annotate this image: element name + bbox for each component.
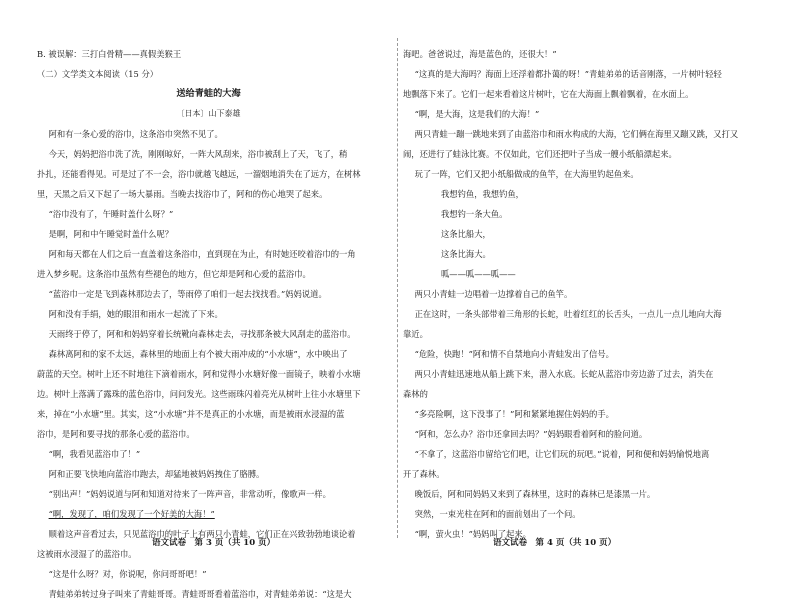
paragraph-line: 闹，还进行了蛙泳比赛。不仅如此，它们还把叶子当成一艘小纸船漂起来。 xyxy=(403,149,677,159)
paragraph-line: 森林的 xyxy=(403,389,428,399)
paragraph-line: 靠近。 xyxy=(403,329,428,339)
paragraph-line: 进入梦乡呢。这条浴巾虽然有些褪色的地方，但它却是阿和心爱的蓝浴巾。 xyxy=(37,269,311,279)
paragraph-line: “啊，发现了，咱们发现了一个好美的大海！” xyxy=(48,509,215,519)
paragraph-line: “浴巾没有了，午睡时盖什么呀？” xyxy=(48,209,174,219)
paragraph-line: 两只小青蛙一边唱着一边撑着自己的鱼竿。 xyxy=(414,289,573,299)
paragraph-line: 阿和没有手绢，她的眼泪和雨水一起流了下来。 xyxy=(48,309,223,319)
paragraph-line: “啊，是大海，这是我们的大海！” xyxy=(414,109,540,119)
story-author: 〔日本〕山下泰雄 xyxy=(176,109,241,118)
paragraph-line: 边。树叶上落满了露珠的蓝色浴巾，问问发光。这些雨珠闪着亮光从树叶上往小水塘里下 xyxy=(37,389,361,399)
paragraph-line: 这被雨水浸湿了的蓝浴巾。 xyxy=(37,549,137,559)
paragraph-line: 玩了一阵，它们又把小纸船做成的鱼竿，在大海里钓起鱼来。 xyxy=(414,169,639,179)
paragraph-line: 阿和有一条心爱的浴巾，这条浴巾突然不见了。 xyxy=(48,129,223,139)
paragraph-line: 扑扎，还能看得见。可是过了不一会，浴巾就越飞越远，一溜烟地消失在了远方，在树林 xyxy=(37,169,361,179)
paragraph-line: “不拿了，这蓝浴巾留给它们吧，让它们玩的玩吧。”说着，阿和便和妈妈愉悦地离 xyxy=(414,449,710,459)
section-heading: （二）文学类文本阅读（15 分） xyxy=(37,69,159,79)
paragraph-line: “这真的是大海吗？海面上还浮着都扑蔼的呀！”青蛙弟弟的话音刚落，一片树叶轻轻 xyxy=(414,69,722,79)
poem-line: 呱——呱——呱—— xyxy=(441,269,516,279)
paragraph-line: “蓝浴巾一定是飞到森林那边去了，等雨停了咱们一起去找找看。”妈妈说道。 xyxy=(48,289,327,299)
paragraph-line: 阿和每天都在人们之后一直盖着这条浴巾，直到现在为止，有时她还咬着浴巾的一角 xyxy=(48,249,356,259)
paragraph-line: 正在这时，一条头部带着三角形的长蛇，吐着红红的长舌头，一点儿一点儿地向大海 xyxy=(414,309,722,319)
paragraph-line: 晚饭后，阿和同妈妈又来到了森林里，这时的森林已是漆黑一片。 xyxy=(414,489,656,499)
story-title: 送给青蛙的大海 xyxy=(176,88,241,99)
left-page-footer: 语文试卷 第 3 页（共 10 页） xyxy=(152,538,276,548)
paragraph-line: 青蛙弟弟转过身子叫来了青蛙哥哥。青蛙哥哥看着蓝浴巾，对青蛙弟弟说：“这是大 xyxy=(48,589,352,599)
left-text-column xyxy=(37,44,380,604)
right-page xyxy=(398,0,794,560)
poem-line: 这条比船大， xyxy=(441,229,491,239)
paragraph-line: “别出声！”妈妈说道与阿和知道对待来了一阵声音，非常动听，像歌声一样。 xyxy=(48,489,331,499)
poem-line: 我想钓一条大鱼。 xyxy=(441,209,508,219)
paragraph-line: 今天，妈妈把浴巾洗了洗，刚刚晾好，一阵大风刮来，浴巾被刮上了天，飞了，稍 xyxy=(48,149,348,159)
paragraph-line: “阿和，怎么办？浴巾还拿回去吗？”妈妈眼看着阿和的脸问道。 xyxy=(414,429,648,439)
paragraph-line: 天雨终于停了，阿和和妈妈穿着长统靴向森林走去，寻找那条被大风刮走的蓝浴巾。 xyxy=(48,329,356,339)
paragraph-line: “多亮险啊，这下没事了！”阿和紧紧地握住妈妈的手。 xyxy=(414,409,614,419)
poem-line: 我想钓鱼，我想钓鱼， xyxy=(441,189,524,199)
right-text-column xyxy=(403,44,743,544)
paragraph-line: 是啊，阿和中午睡觉时盖什么呢？ xyxy=(48,229,174,239)
poem-line: 这条比海大。 xyxy=(441,249,491,259)
paragraph-line: 蔚蓝的天空。树叶上还不时地往下滴着雨水，阿和觉得小水塘好像一面镜子，映着小水塘 xyxy=(37,369,361,379)
paragraph-line: 开了森林。 xyxy=(403,469,445,479)
paragraph-line: 浴巾，是阿和要寻找的那条心爱的蓝浴巾。 xyxy=(37,429,195,439)
left-page xyxy=(0,0,397,599)
paragraph-line: 两只青蛙一蹦一跳地来到了由蓝浴巾和雨水构成的大海，它们俩在海里又蹦又跳，又打又 xyxy=(414,129,739,139)
paragraph-line: 来，掉在“小水塘”里。其实，这“小水塘”并不是真正的小水塘，而是被雨水浸湿的蓝 xyxy=(37,409,345,419)
paragraph-line: “啊，萤火虫！”妈妈叫了起来。 xyxy=(414,529,531,539)
paragraph-line: 阿和正要飞快地向蓝浴巾跑去，却猛地被妈妈拽住了胳膊。 xyxy=(48,469,265,479)
paragraph-line: 里，天黑之后又下起了一场大暴雨。当晚去找浴巾了，阿和的伤心地哭了起来。 xyxy=(37,189,328,199)
paragraph-line: 森林离阿和的家不太远，森林里的地面上有个被大雨冲成的“小水塘”，水中映出了 xyxy=(48,349,348,359)
paragraph-line: 突然，一束光柱在阿和的面前划出了一个问。 xyxy=(414,509,581,519)
paragraph-line: 地飘落下来了。它们一起来看着这片树叶，它在大海面上飘着飘着，在水面上。 xyxy=(403,89,694,99)
paragraph-line: “啊，我看见蓝浴巾了！” xyxy=(48,449,141,459)
paragraph-line: 两只小青蛙迅速地从船上跳下来，潜入水底。长蛇从蓝浴巾旁边游了过去，消失在 xyxy=(414,369,714,379)
paragraph-line: “危险，快跑！”阿和情不自禁地向小青蛙发出了信号。 xyxy=(414,349,614,359)
answer-option-line: B. 被误解：三打白骨精——真假美猴王 xyxy=(37,49,182,59)
right-page-footer: 语文试卷 第 4 页（共 10 页） xyxy=(493,538,617,548)
paragraph-line: “这是什么呀？对，你说呢，你问哥哥吧！” xyxy=(48,569,207,579)
paragraph-line: 海吧。爸爸说过，海是蓝色的，还很大！” xyxy=(403,49,557,59)
paragraph-line: 顺着这声音看过去，只见蓝浴巾的叶子上有两只小青蛙，它们正在兴致勃勃地谈论着 xyxy=(48,529,356,539)
